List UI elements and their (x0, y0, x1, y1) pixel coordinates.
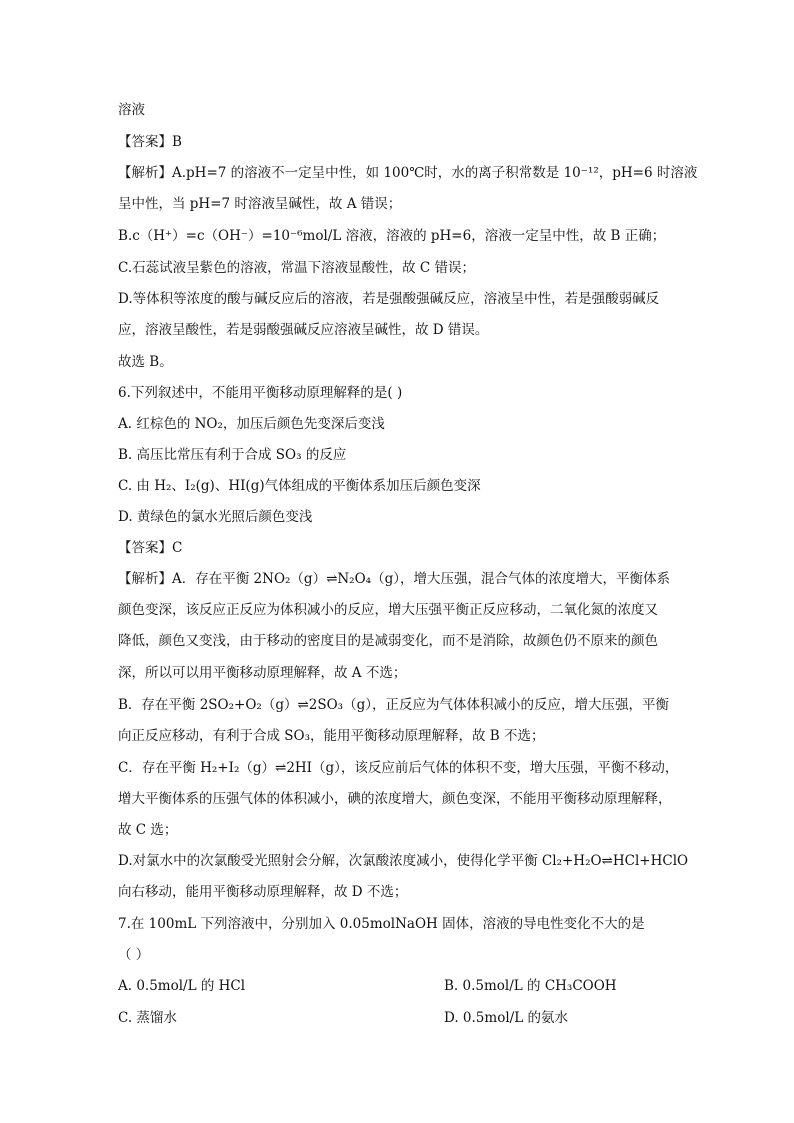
text-line: 应，溶液呈酸性，若是弱酸强碱反应溶液呈碱性，故 D 错误。 (118, 322, 489, 338)
text-line: B.c（H⁺）=c（OH⁻）=10⁻⁶mol/L 溶液，溶液的 pH=6，溶液一定呈中性，故 B 正确； (118, 228, 666, 244)
question-7-blank: （ ） (118, 947, 150, 963)
analysis-line: 【解析】A.pH=7 的溶液不一定呈中性，如 100℃时，水的离子积常数是 10⁻¹²，pH=6 时溶液 (118, 165, 698, 181)
text-line: 增大平衡体系的压强气体的体积减小，碘的浓度增大，颜色变深，不能用平衡移动原理解释， (118, 791, 672, 807)
q7-option-d: D. 0.5mol/L 的氨水 (444, 1010, 568, 1026)
option-c: C. 由 H₂、I₂(g)、HI(g)气体组成的平衡体系加压后颜色变深 (118, 478, 481, 494)
text-line: D.对氯水中的次氯酸受光照射会分解，次氯酸浓度减小，使得化学平衡 Cl₂+H₂O⇌HCl+HClO (118, 853, 689, 869)
text-line: B．存在平衡 2SO₂+O₂（g）⇌2SO₃（g），正反应为气体体积减小的反应，增大压强，平衡 (118, 697, 669, 713)
q7-option-a: A. 0.5mol/L 的 HCl (118, 978, 246, 994)
text-line: 向正反应移动，有利于合成 SO₃，能用平衡移动原理解释，故 B 不选； (118, 728, 545, 744)
text-line: 降低，颜色又变浅，由于移动的密度目的是减弱变化，而不是消除，故颜色仍不原来的颜色 (118, 633, 658, 649)
q7-option-b: B. 0.5mol/L 的 CH₃COOH (444, 978, 617, 994)
text-line: 向右移动，能用平衡移动原理解释，故 D 不选； (118, 884, 408, 900)
q7-option-c: C. 蒸馏水 (118, 1010, 177, 1026)
question-7: 7.在 100mL 下列溶液中，分别加入 0.05molNaOH 固体，溶液的导电性变化不大的是 (118, 916, 645, 932)
text-line: C．存在平衡 H₂+I₂（g）⇌2HI（g），该反应前后气体的体积不变，增大压强，平衡不移动， (118, 760, 679, 776)
text-line: 溶液 (118, 102, 145, 118)
text-line: 故 C 选； (118, 822, 178, 838)
text-line: C.石蕊试液呈紫色的溶液，常温下溶液显酸性，故 C 错误； (118, 260, 476, 276)
analysis-line: 【解析】A．存在平衡 2NO₂（g）⇌N₂O₄（g），增大压强，混合气体的浓度增大，平衡体系 (118, 571, 670, 587)
answer-line: 【答案】B (118, 134, 182, 150)
text-line: D.等体积等浓度的酸与碱反应后的溶液，若是强酸强碱反应，溶液呈中性，若是强酸弱碱反 (118, 291, 660, 307)
answer-line: 【答案】C (118, 540, 183, 556)
option-a: A. 红棕色的 NO₂，加压后颜色先变深后变浅 (118, 416, 385, 432)
question-6: 6.下列叙述中，不能用平衡移动原理解释的是( ) (118, 385, 403, 401)
text-line: 颜色变深，该反应正反应为体积减小的反应，增大压强平衡正反应移动，二氧化氮的浓度又 (118, 602, 658, 618)
text-line: 深，所以可以用平衡移动原理解释，故 A 不选； (118, 665, 407, 681)
text-line: 呈中性，当 pH=7 时溶液呈碱性，故 A 错误； (118, 196, 402, 212)
text-line: 故选 B。 (118, 354, 173, 370)
option-b: B. 高压比常压有利于合成 SO₃ 的反应 (118, 447, 347, 463)
option-d: D. 黄绿色的氯水光照后颜色变浅 (118, 509, 313, 525)
